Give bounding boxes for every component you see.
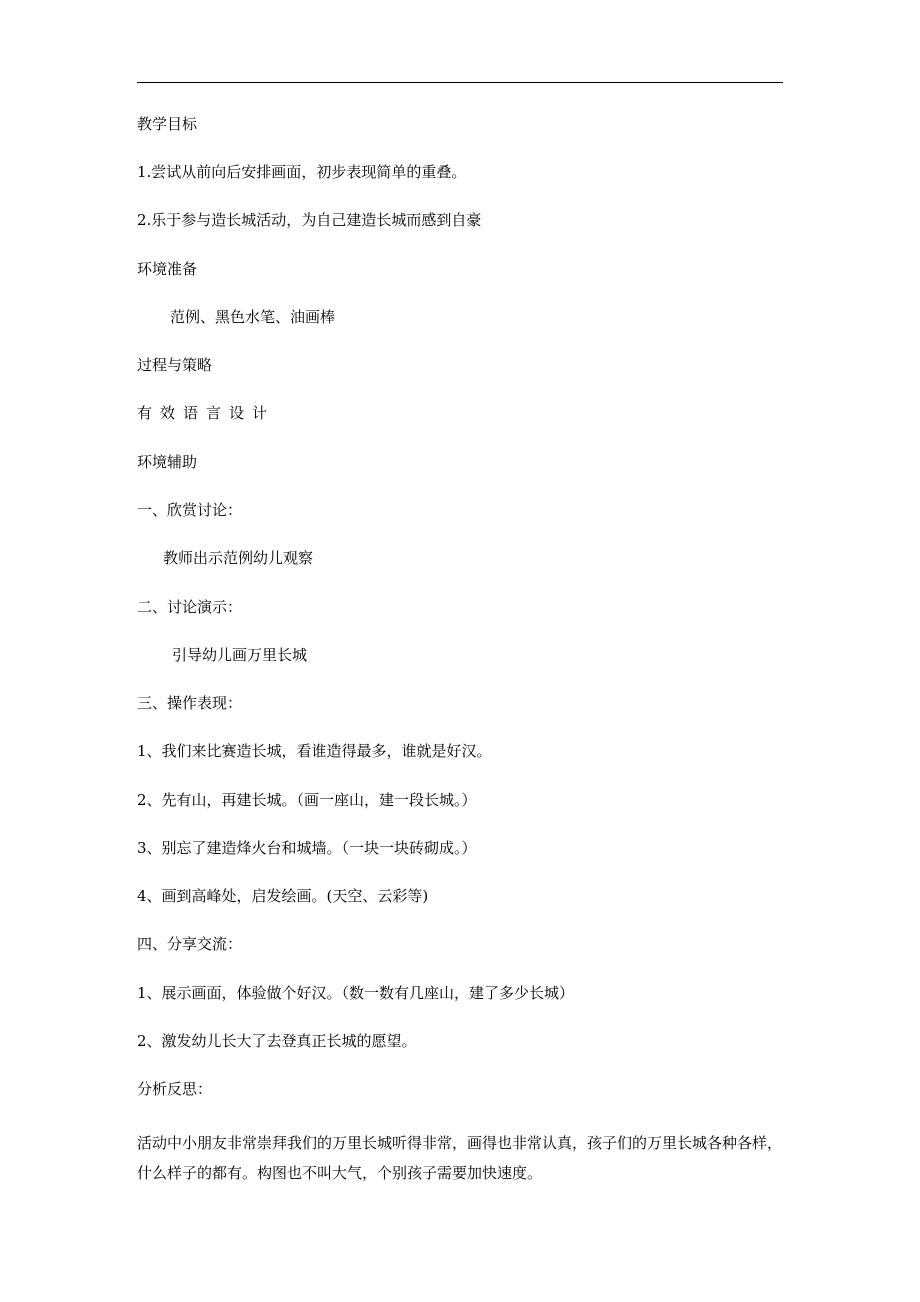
section-heading-language: 有效语言设计	[137, 404, 276, 422]
section-heading-objectives: 教学目标	[137, 115, 198, 133]
list-item: 3、别忘了建造烽火台和城墙。（一块一块砖砌成。）	[137, 839, 477, 857]
objective-item: 2.乐于参与造长城活动，为自己建造长城而感到自豪	[137, 211, 482, 229]
list-item: 2、激发幼儿长大了去登真正长城的愿望。	[137, 1032, 417, 1050]
section-heading-aids: 环境辅助	[137, 453, 198, 471]
step-heading: 四、分享交流：	[137, 935, 243, 953]
step-detail: 教师出示范例幼儿观察	[163, 549, 314, 567]
section-heading-reflection: 分析反思：	[137, 1080, 213, 1098]
objective-item: 1.尝试从前向后安排画面，初步表现简单的重叠。	[137, 163, 467, 181]
reflection-paragraph: 活动中小朋友非常崇拜我们的万里长城听得非常，画得也非常认真，孩子们的万里长城各种各样，什么样子的都有。构图也不叫大气，个别孩子需要加快速度。	[137, 1134, 783, 1182]
list-item: 2、先有山，再建长城。（画一座山，建一段长城。）	[137, 791, 477, 809]
materials-text: 范例、黑色水笔、油画棒	[170, 308, 336, 326]
step-heading: 一、欣赏讨论：	[137, 501, 243, 519]
list-item: 1、展示画面，体验做个好汉。（数一数有几座山，建了多少长城）	[137, 984, 575, 1002]
step-detail: 引导幼儿画万里长城	[172, 646, 308, 664]
step-heading: 二、讨论演示：	[137, 598, 243, 616]
header-rule	[137, 82, 783, 83]
section-heading-environment: 环境准备	[137, 260, 198, 278]
list-item: 4、画到高峰处，启发绘画。(天空、云彩等)	[137, 887, 429, 905]
section-heading-process: 过程与策略	[137, 356, 213, 374]
list-item: 1、我们来比赛造长城，看谁造得最多，谁就是好汉。	[137, 742, 492, 760]
step-heading: 三、操作表现：	[137, 694, 243, 712]
